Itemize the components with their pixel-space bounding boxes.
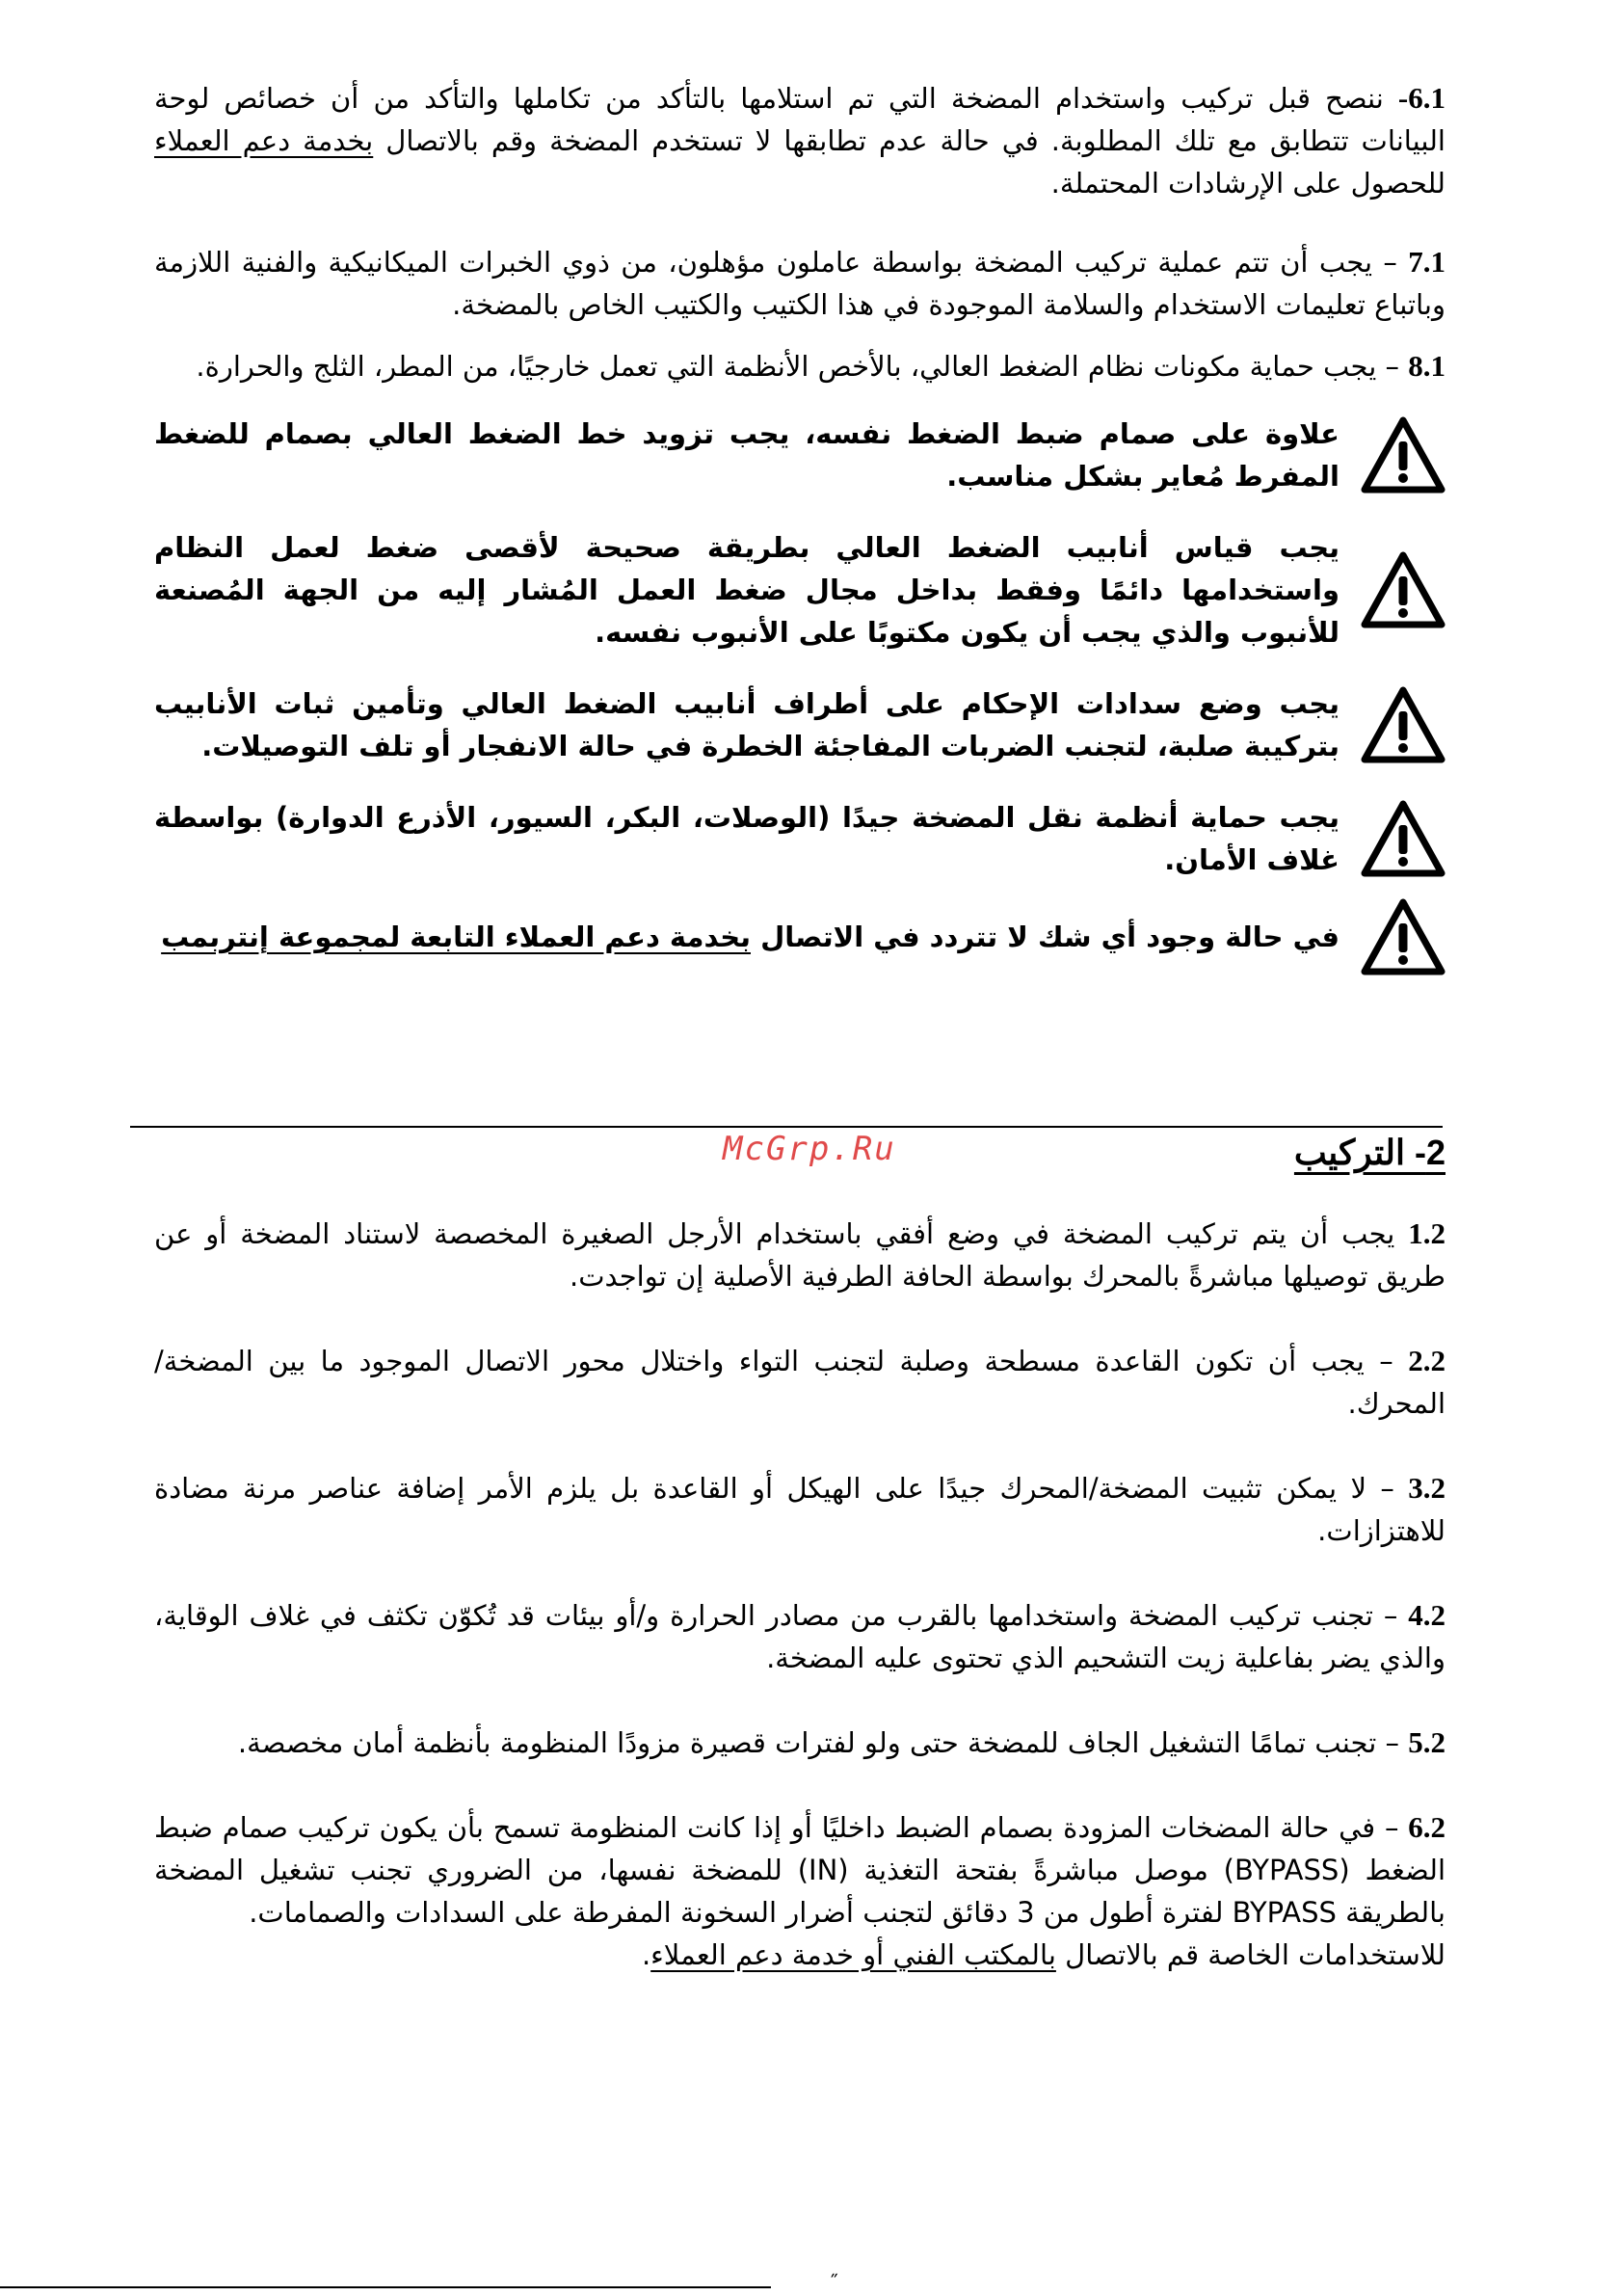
paragraph-separator: -	[1397, 81, 1409, 115]
paragraph-text: يجب أن يتم تركيب المضخة في وضع أفقي باستخدام الأرجل الصغيرة المخصصة لاستناد المضخة أو عن طريق توصيلها مباشرةً بالمحرك بواسطة الحافة الطرفية الأصلية إن تواجدت.	[154, 1217, 1446, 1293]
paragraph-number: 7.1	[1408, 245, 1446, 279]
paragraph-number: 5.2	[1408, 1725, 1446, 1759]
paragraph-text: – يجب أن تتم عملية تركيب المضخة بواسطة عاملون مؤهلون، من ذوي الخبرات الميكانيكية والفنية اللازمة وباتباع تعليمات الاستخدام والسلامة الموجودة في هذا الكتيب والكتيب الخاص بالمضخة.	[154, 246, 1446, 321]
warning-text	[154, 916, 1339, 958]
paragraph-number: 8.1	[1408, 349, 1446, 383]
warning-block-2	[154, 526, 1446, 654]
paragraph-1-2	[154, 1213, 1446, 1297]
warning-triangle-icon	[1361, 800, 1446, 877]
technical-office-link[interactable]: بالمكتب الفني أو خدمة دعم العملاء	[650, 1938, 1056, 1971]
document-page	[154, 77, 1446, 975]
warning-block-5	[154, 898, 1446, 975]
customer-service-link[interactable]: بخدمة دعم العملاء	[154, 124, 374, 157]
paragraph-text: – في حالة المضخات المزودة بصمام الضبط داخليًا أو إذا كانت المنظومة تسمح بأن يكون تركيب صمام ضبط الضغط (BYPASS) موصل مباشرةً بفتحة التغذية (IN) للمضخة نفسها، من الضروري تجنب تشغيل المضخة بالطريقة BYPASS لفترة أطول من 3 دقائق لتجنب أضرار السخونة المفرطة على السدادات والصمامات.	[154, 1811, 1446, 1929]
paragraph-5-2	[154, 1722, 1446, 1764]
section-title-installation: 2- التركيب	[1293, 1133, 1446, 1172]
warning-triangle-icon	[1361, 551, 1446, 628]
paragraph-4-2	[154, 1594, 1446, 1679]
note-tail: .	[641, 1938, 651, 1971]
paragraph-6-2	[154, 1806, 1446, 1934]
paragraph-text: – تجنب تمامًا التشغيل الجاف للمضخة حتى ولو لفترات قصيرة مزودًا المنظومة بأنظمة أمان مخصصة.	[237, 1726, 1409, 1759]
warning-block-3	[154, 682, 1446, 767]
paragraph-6-2-note	[154, 1934, 1446, 1976]
footer-rule	[0, 2286, 771, 2288]
installation-section	[154, 1213, 1446, 1976]
paragraph-text: – يجب حماية مكونات نظام الضغط العالي، بالأخص الأنظمة التي تعمل خارجيًا، من المطر، الثلج والحرارة.	[196, 350, 1409, 383]
paragraph-number: 1.2	[1408, 1216, 1446, 1250]
warning-text: يجب حماية أنظمة نقل المضخة جيدًا (الوصلات، البكر، السيور، الأذرع الدوارة) بواسطة غلاف الأمان.	[154, 801, 1339, 876]
warning-text: يجب قياس أنابيب الضغط العالي بطريقة صحيحة لأقصى ضغط لعمل النظام واستخدامها دائمًا وفقط بداخل مجال ضغط العمل المُشار إليه من الجهة المُصنعة للأنبوب والذي يجب أن يكون مكتوبًا على الأنبوب نفسه.	[154, 531, 1339, 649]
note-text: للاستخدامات الخاصة قم بالاتصال	[1055, 1938, 1446, 1971]
paragraph-2-2	[154, 1340, 1446, 1425]
paragraph-number: 4.2	[1408, 1598, 1446, 1632]
warning-text: يجب وضع سدادات الإحكام على أطراف أنابيب الضغط العالي وتأمين ثبات الأنابيب بتركيبة صلبة، لتجنب الضربات المفاجئة الخطرة في حالة الانفجار أو تلف التوصيلات.	[154, 687, 1339, 762]
paragraph-number: 3.2	[1408, 1471, 1446, 1505]
warning-text: علاوة على صمام ضبط الضغط نفسه، يجب تزويد خط الضغط العالي بصمام للضغط المفرط مُعاير بشكل مناسب.	[154, 417, 1339, 493]
paragraph-7-1	[154, 241, 1446, 326]
warning-block-1	[154, 413, 1446, 497]
paragraph-3-2	[154, 1467, 1446, 1552]
warning-block-4	[154, 796, 1446, 881]
footer-mark: ˝	[829, 2271, 838, 2294]
warning-text-lead: في حالة وجود أي شك لا تتردد في الاتصال	[751, 921, 1339, 953]
paragraph-text: ننصح قبل تركيب واستخدام المضخة التي تم استلامها بالتأكد من تكاملها والتأكد من أن خصائص لوحة البيانات تتطابق مع تلك المطلوبة. في حالة عدم تطابقها لا تستخدم المضخة وقم بالاتصال	[154, 82, 1446, 157]
intepump-customer-service-link[interactable]: بخدمة دعم العملاء التابعة لمجموعة إنتربمب	[161, 921, 751, 953]
warning-triangle-icon	[1361, 898, 1446, 975]
watermark: McGrp.Ru	[723, 1130, 896, 1168]
paragraph-number: 6.1	[1408, 81, 1446, 115]
warning-triangle-icon	[1361, 416, 1446, 494]
paragraph-text: – يجب أن تكون القاعدة مسطحة وصلبة لتجنب التواء واختلال محور الاتصال الموجود ما بين المضخة/المحرك.	[154, 1345, 1446, 1420]
warning-triangle-icon	[1361, 686, 1446, 763]
paragraph-number: 2.2	[1408, 1344, 1446, 1377]
paragraph-6-1	[154, 77, 1446, 204]
section-header	[154, 1128, 1446, 1186]
paragraph-8-1	[154, 345, 1446, 387]
paragraph-text: – تجنب تركيب المضخة واستخدامها بالقرب من مصادر الحرارة و/أو بيئات قد تُكوّن تكثف في غلاف الوقاية، والذي يضر بفاعلية زيت التشحيم الذي تحتوى عليه المضخة.	[154, 1599, 1446, 1674]
paragraph-text: – لا يمكن تثبيت المضخة/المحرك جيدًا على الهيكل أو القاعدة بل يلزم الأمر إضافة عناصر مرنة مضادة للاهتزازات.	[154, 1472, 1446, 1547]
paragraph-text-tail: للحصول على الإرشادات المحتملة.	[1050, 167, 1446, 200]
paragraph-number: 6.2	[1408, 1810, 1446, 1844]
